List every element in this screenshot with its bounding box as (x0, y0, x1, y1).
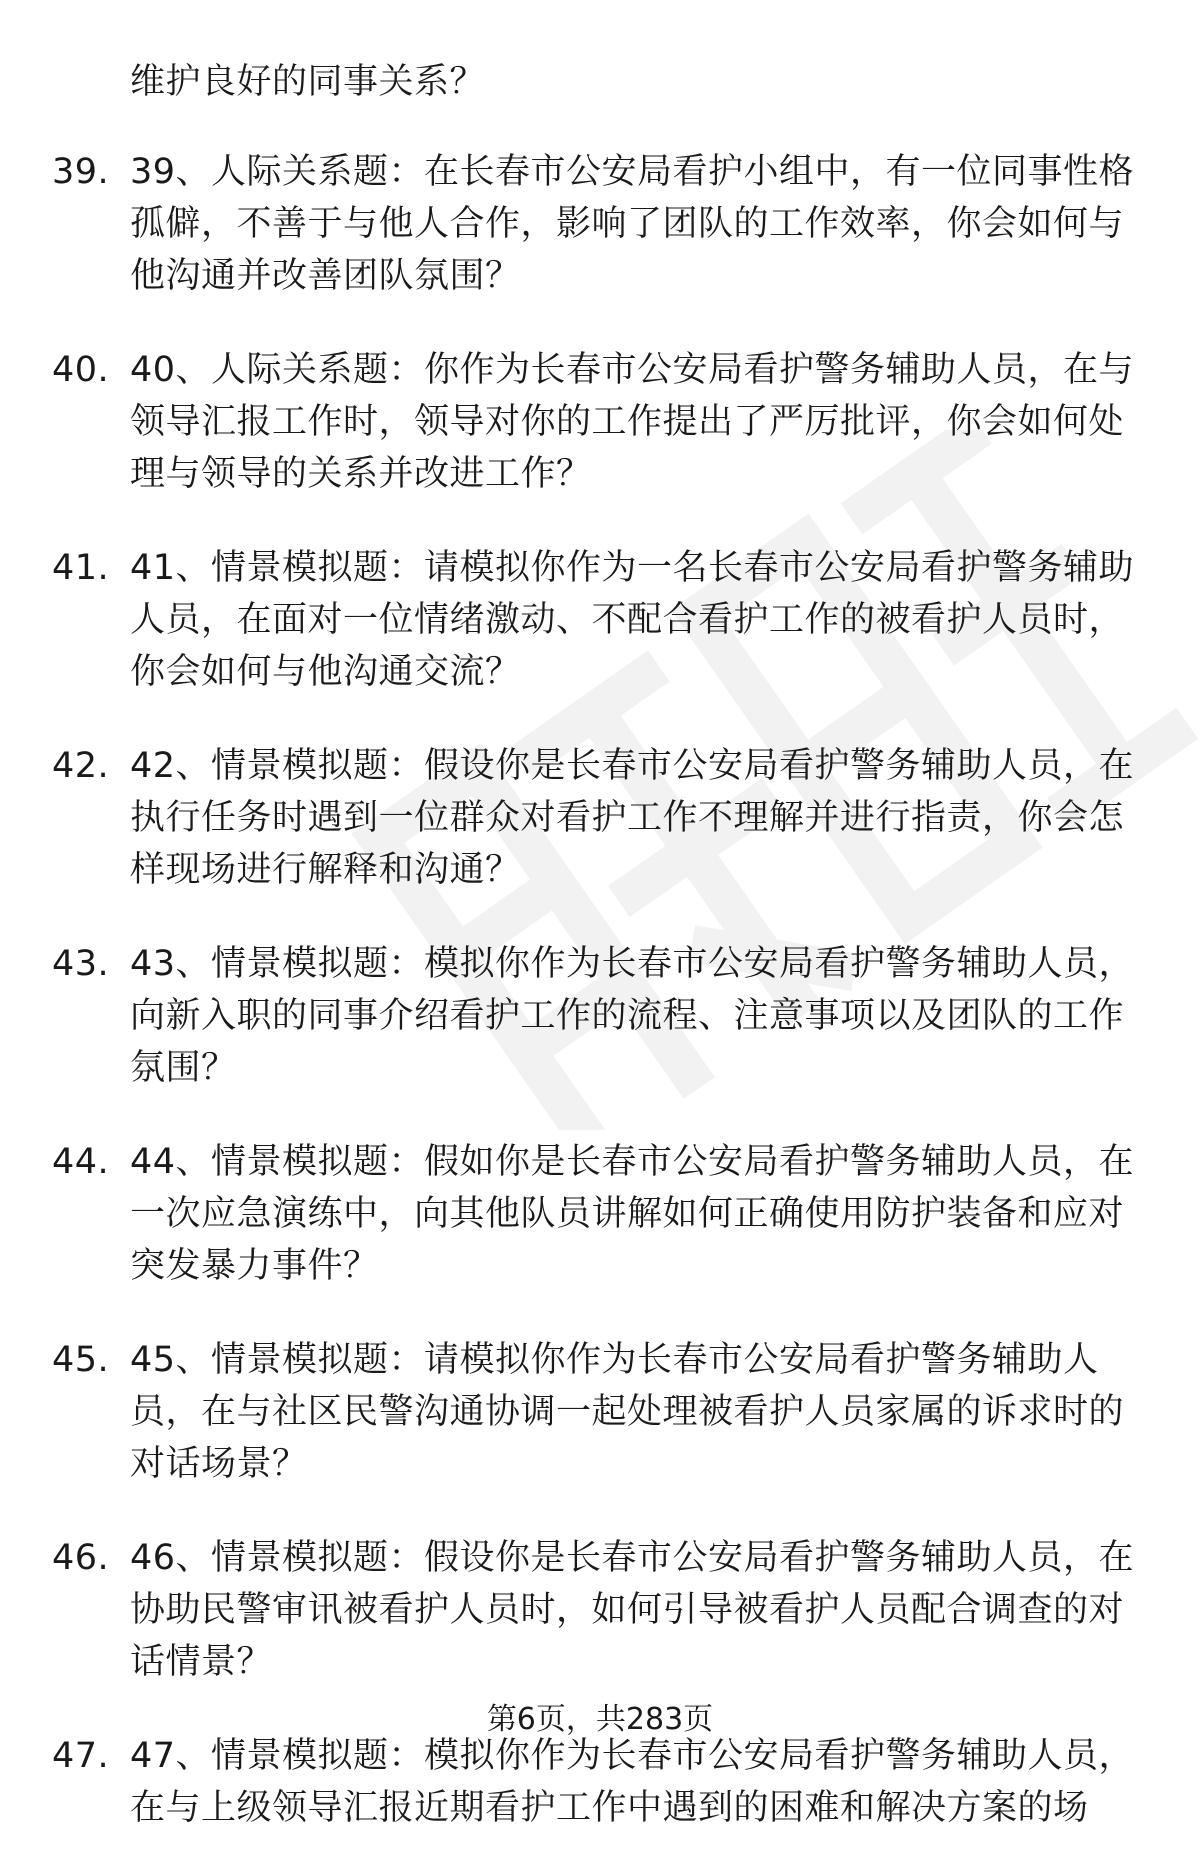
question-number: 46. (52, 1538, 110, 1578)
question-number: 39. (52, 152, 110, 192)
question-text: 42、情景模拟题：假设你是长春市公安局看护警务辅助人员，在执行任务时遇到一位群众对看护工作不理解并进行指责，你会怎样现场进行解释和沟通？ (130, 746, 1135, 890)
question-text: 43、情景模拟题：模拟你作为长春市公安局看护警务辅助人员，向新入职的同事介绍看护工作的流程、注意事项以及团队的工作氛围？ (130, 944, 1135, 1088)
question-number: 42. (52, 746, 110, 786)
question-item (0, 1136, 1140, 1292)
question-item (0, 938, 1140, 1094)
question-item (0, 1730, 1140, 1834)
question-number: 44. (52, 1142, 110, 1182)
question-text: 45、情景模拟题：请模拟你作为长春市公安局看护警务辅助人员，在与社区民警沟通协调一起处理被看护人员家属的诉求时的对话场景？ (130, 1340, 1125, 1484)
question-item (0, 146, 1140, 302)
question-number: 40. (52, 350, 110, 390)
question-text: 41、情景模拟题：请模拟你作为一名长春市公安局看护警务辅助人员，在面对一位情绪激动、不配合看护工作的被看护人员时，你会如何与他沟通交流？ (130, 548, 1135, 692)
question-item (0, 1532, 1140, 1688)
question-text: 39、人际关系题：在长春市公安局看护小组中，有一位同事性格孤僻，不善于与他人合作，影响了团队的工作效率，你会如何与他沟通并改善团队氛围？ (130, 152, 1135, 296)
continued-question-text: 维护良好的同事关系？ (130, 62, 486, 102)
question-text: 44、情景模拟题：假如你是长春市公安局看护警务辅助人员，在一次应急演练中，向其他队员讲解如何正确使用防护装备和应对突发暴力事件？ (130, 1142, 1135, 1286)
question-item (0, 1334, 1140, 1490)
question-number: 47. (52, 1736, 110, 1776)
question-item (0, 542, 1140, 698)
question-list (0, 146, 1200, 1876)
question-text: 46、情景模拟题：假设你是长春市公安局看护警务辅助人员，在协助民警审讯被看护人员时，如何引导被看护人员配合调查的对话情景？ (130, 1538, 1135, 1682)
question-item (0, 740, 1140, 896)
question-number: 41. (52, 548, 110, 588)
question-text: 47、情景模拟题：模拟你作为长春市公安局看护警务辅助人员，在与上级领导汇报近期看护工作中遇到的困难和解决方案的场 (130, 1736, 1135, 1828)
question-text: 40、人际关系题：你作为长春市公安局看护警务辅助人员，在与领导汇报工作时，领导对你的工作提出了严厉批评，你会如何处理与领导的关系并改进工作？ (130, 350, 1135, 494)
page-footer: 第6页，共283页 (486, 1702, 714, 1737)
question-number: 45. (52, 1340, 110, 1380)
question-item (0, 344, 1140, 500)
question-number: 43. (52, 944, 110, 984)
